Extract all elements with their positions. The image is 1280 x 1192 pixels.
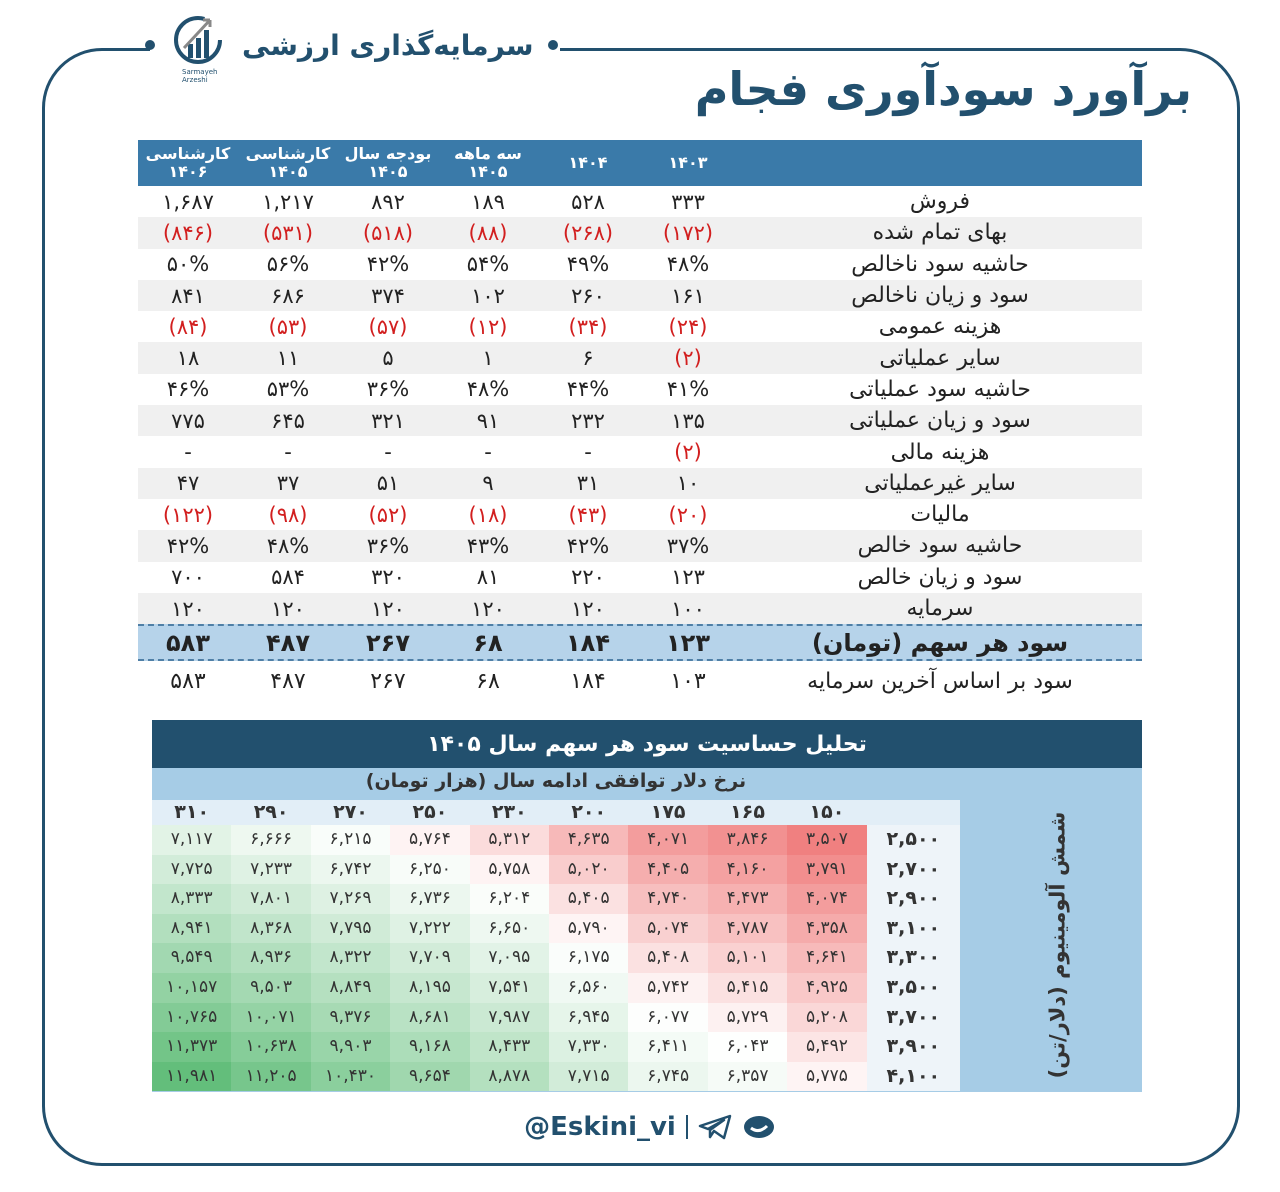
income-cell: (۸۴۶): [162, 220, 214, 245]
income-cell: ۱۸۴: [570, 668, 606, 694]
income-cell: (۱۷۲): [662, 220, 714, 245]
sensitivity-cell: ۸,۶۸۱: [390, 1003, 469, 1033]
income-row: [138, 186, 1142, 217]
sensitivity-cell: ۷,۳۳۰: [549, 1032, 628, 1062]
income-cell: ۱۲۳: [671, 565, 705, 590]
divider: [686, 1115, 688, 1139]
aluminium-price-header: ۲,۹۰۰: [867, 884, 960, 914]
sensitivity-cell: ۱۰,۷۶۵: [152, 1003, 231, 1033]
income-row: [138, 249, 1142, 280]
income-row-label: سود و زیان عملیاتی: [849, 408, 1031, 434]
income-cell: (۹۸): [268, 502, 308, 527]
dollar-rate-header: ۲۳۰: [491, 801, 527, 823]
sensitivity-cell: ۵,۰۲۰: [549, 855, 628, 885]
col-header-1405-3month: سه ماهه ۱۴۰۵: [454, 144, 522, 181]
sensitivity-cell: ۶,۴۱۱: [628, 1032, 707, 1062]
sensitivity-cell: ۶,۱۷۵: [549, 943, 628, 973]
income-table-header: [138, 140, 1142, 186]
sensitivity-cell: ۵,۱۰۱: [708, 943, 787, 973]
sensitivity-cell: ۷,۷۱۵: [549, 1062, 628, 1092]
income-row: [138, 280, 1142, 311]
income-row: [138, 311, 1142, 342]
income-cell: ۴۸۷: [270, 668, 306, 694]
dollar-rate-header: ۳۱۰: [174, 801, 210, 823]
aluminium-price-header: ۳,۵۰۰: [867, 973, 960, 1003]
aluminium-price-header: ۳,۳۰۰: [867, 943, 960, 973]
sensitivity-cell: ۵,۴۱۵: [708, 973, 787, 1003]
sensitivity-cell: ۳,۸۴۶: [708, 825, 787, 855]
income-cell: ۱۸۹: [471, 189, 505, 214]
sensitivity-cell: ۶,۰۴۳: [708, 1032, 787, 1062]
income-cell: ۴۳%: [466, 533, 510, 558]
income-cell: ۲۳۲: [571, 408, 605, 433]
brand-logo: [170, 8, 230, 83]
sensitivity-cell: ۷,۵۴۱: [470, 973, 549, 1003]
sensitivity-cell: ۱۰,۱۵۷: [152, 973, 231, 1003]
col-header-1405-budget: بودجه سال ۱۴۰۵: [344, 144, 432, 181]
aluminium-price-header: ۳,۱۰۰: [867, 914, 960, 944]
income-cell: ۶۸۶: [271, 283, 305, 308]
sensitivity-cell: ۵,۷۶۴: [390, 825, 469, 855]
sensitivity-cell: ۵,۳۱۲: [470, 825, 549, 855]
income-cell: ۱: [482, 346, 494, 371]
income-cell: ۴۸۷: [266, 628, 310, 657]
sensitivity-cell: ۶,۰۷۷: [628, 1003, 707, 1033]
income-row: [138, 217, 1142, 248]
income-cell: ۵۳%: [266, 377, 310, 402]
income-cell: ۵۰%: [166, 252, 210, 277]
dollar-rate-header: ۲۹۰: [253, 801, 289, 823]
income-cell: ۳۶%: [366, 377, 410, 402]
income-cell: (۸۸): [468, 220, 508, 245]
income-cell: ۱۶۱: [671, 283, 705, 308]
income-cell: (۲۰): [668, 502, 708, 527]
income-row: [138, 499, 1142, 530]
sensitivity-cell: ۴,۷۸۷: [708, 914, 787, 944]
income-cell: ۴۹%: [566, 252, 610, 277]
growth-chart-icon: [170, 8, 230, 70]
dollar-rate-header: ۲۵۰: [412, 801, 448, 823]
sensitivity-row: [152, 1032, 960, 1062]
income-cell: (۲): [674, 346, 702, 371]
income-row-label: بهای تمام شده: [872, 220, 1008, 246]
sensitivity-row: [152, 855, 960, 885]
sensitivity-cell: ۶,۲۵۰: [390, 855, 469, 885]
income-row-label: فروش: [909, 189, 971, 215]
income-cell: ۱,۲۱۷: [262, 189, 314, 214]
income-cell: (۲۶۸): [562, 220, 614, 245]
income-cell: ۵۱: [376, 471, 400, 496]
sensitivity-cell: ۱۱,۳۷۳: [152, 1032, 231, 1062]
income-cell: ۶۸: [473, 628, 503, 657]
income-cell: ۴۴%: [566, 377, 610, 402]
sensitivity-cell: ۶,۶۵۰: [470, 914, 549, 944]
sensitivity-row: [152, 884, 960, 914]
income-cell: (۱۸): [468, 502, 508, 527]
income-cell: ۳۱: [576, 471, 600, 496]
income-cell: ۱۰: [676, 471, 700, 496]
income-cell: (۵۳): [268, 314, 308, 339]
sensitivity-grid: [152, 800, 960, 1092]
dollar-rate-header: ۱۵۰: [809, 801, 845, 823]
sensitivity-cell: ۵,۷۷۵: [787, 1062, 866, 1092]
income-cell: ۶۴۵: [271, 408, 305, 433]
income-cell: -: [184, 440, 192, 465]
income-cell: -: [584, 440, 592, 465]
sensitivity-cell: ۶,۷۴۲: [311, 855, 390, 885]
income-cell: ۷۰۰: [171, 565, 205, 590]
income-cell: (۵۱۸): [362, 220, 414, 245]
income-cell: ۲۲۰: [571, 565, 605, 590]
income-cell: ۷۷۵: [171, 408, 205, 433]
income-cell: (۴۳): [568, 502, 608, 527]
sensitivity-cell: ۴,۰۷۴: [787, 884, 866, 914]
income-row-label: سود هر سهم (تومان): [811, 628, 1069, 657]
income-cell: (۲۴): [668, 314, 708, 339]
sensitivity-cell: ۴,۹۲۵: [787, 973, 866, 1003]
eps-row: [138, 624, 1142, 661]
income-cell: ۱۸۴: [566, 628, 610, 657]
income-row-label: هزینه عمومی: [878, 314, 1002, 340]
sensitivity-cell: ۶,۳۵۷: [708, 1062, 787, 1092]
income-cell: ۱۲۰: [571, 596, 605, 621]
sensitivity-cell: ۵,۴۰۵: [549, 884, 628, 914]
sensitivity-cell: ۷,۲۶۹: [311, 884, 390, 914]
income-cell: ۱۲۰: [271, 596, 305, 621]
sensitivity-cell: ۴,۰۷۱: [628, 825, 707, 855]
income-table: [138, 140, 1142, 701]
sensitivity-cell: ۹,۳۷۶: [311, 1003, 390, 1033]
sensitivity-cell: ۵,۲۰۸: [787, 1003, 866, 1033]
sensitivity-cell: ۷,۷۹۵: [311, 914, 390, 944]
sensitivity-row: [152, 943, 960, 973]
sensitivity-cell: ۴,۶۳۵: [549, 825, 628, 855]
income-cell: ۹: [482, 471, 494, 496]
brand-logo-text: Sarmayeh Arzeshi: [182, 68, 218, 84]
sensitivity-cell: ۶,۲۱۵: [311, 825, 390, 855]
income-cell: ۴۸%: [266, 533, 310, 558]
income-cell: (۵۷): [368, 314, 408, 339]
sensitivity-cell: ۴,۷۴۰: [628, 884, 707, 914]
footer: [515, 1105, 785, 1149]
dollar-rate-header: ۲۰۰: [571, 801, 607, 823]
income-cell: ۴۷: [176, 471, 200, 496]
sensitivity-title: تحلیل حساسیت سود هر سهم سال ۱۴۰۵: [152, 720, 1142, 768]
aluminium-price-header: ۲,۵۰۰: [867, 825, 960, 855]
col-header-1404: ۱۴۰۴: [568, 153, 608, 172]
dollar-rate-header: ۲۷۰: [333, 801, 368, 823]
frame-dot-right: [548, 40, 558, 50]
income-cell: ۴۶%: [166, 377, 210, 402]
sensitivity-cell: ۳,۷۹۱: [787, 855, 866, 885]
income-cell: ۴۲%: [166, 533, 210, 558]
income-cell: ۸۴۱: [171, 283, 205, 308]
brand-header: [170, 8, 540, 83]
sensitivity-cell: ۵,۴۹۲: [787, 1032, 866, 1062]
sensitivity-cell: ۸,۳۳۳: [152, 884, 231, 914]
income-cell: ۱۳۵: [671, 408, 705, 433]
sensitivity-cell: ۱۰,۶۳۸: [231, 1032, 310, 1062]
sensitivity-cell: ۵,۷۵۸: [470, 855, 549, 885]
sensitivity-cell: ۸,۱۹۵: [390, 973, 469, 1003]
income-row-label: سایر عملیاتی: [879, 345, 1001, 371]
sensitivity-cell: ۴,۶۴۱: [787, 943, 866, 973]
income-cell: (۵۳۱): [262, 220, 314, 245]
sensitivity-cell: ۵,۰۷۴: [628, 914, 707, 944]
income-cell: -: [484, 440, 492, 465]
sensitivity-cell: ۸,۴۳۳: [470, 1032, 549, 1062]
dollar-rate-header: ۱۶۵: [730, 801, 765, 823]
income-cell: ۱۰۰: [671, 596, 705, 621]
income-row-label: سرمایه: [906, 596, 974, 621]
income-cell: ۵۴%: [466, 252, 510, 277]
income-cell: ۵۸۳: [166, 628, 210, 657]
sensitivity-cell: ۷,۹۸۷: [470, 1003, 549, 1033]
brand-name: سرمایه‌گذاری ارزشی: [242, 29, 534, 62]
income-cell: ۴۱%: [666, 377, 710, 402]
sensitivity-cell: ۱۰,۴۳۰: [311, 1062, 390, 1092]
sensitivity-cell: ۶,۶۶۶: [231, 825, 310, 855]
income-cell: ۱۲۳: [666, 628, 710, 657]
income-cell: (۸۴): [168, 314, 208, 339]
sensitivity-cell: ۸,۸۷۸: [470, 1062, 549, 1092]
income-cell: (۳۴): [568, 314, 608, 339]
income-cell: ۵۶%: [266, 252, 310, 277]
sensitivity-cell: ۵,۷۹۰: [549, 914, 628, 944]
sensitivity-row: [152, 1062, 960, 1092]
sensitivity-row: [152, 825, 960, 855]
income-cell: ۴۸%: [666, 252, 710, 277]
sensitivity-cell: ۶,۹۴۵: [549, 1003, 628, 1033]
income-cell: ۱,۶۸۷: [162, 189, 214, 214]
sensitivity-cell: ۷,۷۰۹: [390, 943, 469, 973]
income-row-label: مالیات: [910, 502, 970, 528]
income-cell: ۱۱: [276, 346, 300, 371]
income-cell: (۱۲): [468, 314, 508, 339]
income-row: [138, 436, 1142, 467]
income-row: [138, 468, 1142, 499]
sensitivity-cell: ۹,۵۴۹: [152, 943, 231, 973]
income-cell: ۹۱: [476, 408, 500, 433]
income-cell: ۳۷%: [666, 533, 710, 558]
income-row: [138, 593, 1142, 624]
aluminium-axis-label: شمش آلومینیوم (دلار/تن): [1045, 811, 1069, 1079]
income-cell: ۵۲۸: [571, 189, 605, 214]
income-cell: ۳۲۰: [371, 565, 405, 590]
sensitivity-table: [152, 720, 1142, 1092]
sensitivity-cell: ۶,۷۴۵: [628, 1062, 707, 1092]
income-cell: ۲۶۰: [571, 283, 605, 308]
sensitivity-cell: ۷,۸۰۱: [231, 884, 310, 914]
sensitivity-cell: ۶,۷۳۶: [390, 884, 469, 914]
last-capital-row: [138, 661, 1142, 701]
income-cell: ۲۶۷: [370, 668, 406, 694]
sensitivity-cell: ۷,۱۱۷: [152, 825, 231, 855]
income-cell: ۶۸: [476, 668, 500, 694]
income-cell: ۳۶%: [366, 533, 410, 558]
sensitivity-cell: ۷,۲۳۳: [231, 855, 310, 885]
income-cell: ۱۸: [176, 346, 200, 371]
income-cell: -: [384, 440, 392, 465]
sensitivity-cell: ۳,۵۰۷: [787, 825, 866, 855]
income-row: [138, 405, 1142, 436]
income-cell: -: [284, 440, 292, 465]
sensitivity-cell: ۷,۷۲۵: [152, 855, 231, 885]
income-row-label: حاشیه سود عملیاتی: [849, 376, 1031, 402]
eitaa-icon[interactable]: [742, 1114, 776, 1140]
aluminium-price-header: ۴,۱۰۰: [867, 1062, 960, 1092]
sensitivity-cell: ۹,۱۶۸: [390, 1032, 469, 1062]
income-cell: ۶: [582, 346, 594, 371]
sensitivity-cell: ۷,۲۲۲: [390, 914, 469, 944]
sensitivity-cell: ۶,۵۶۰: [549, 973, 628, 1003]
sensitivity-cell: ۸,۹۴۱: [152, 914, 231, 944]
income-row: [138, 342, 1142, 373]
sensitivity-cell: ۹,۵۰۳: [231, 973, 310, 1003]
income-cell: ۴۲%: [566, 533, 610, 558]
sensitivity-row: [152, 1003, 960, 1033]
sensitivity-cell: ۵,۴۰۸: [628, 943, 707, 973]
page-title: برآورد سودآوری فجام: [694, 62, 1192, 116]
income-cell: ۱۰۳: [670, 668, 706, 694]
income-cell: ۳۷: [276, 471, 300, 496]
sensitivity-cell: ۴,۳۵۸: [787, 914, 866, 944]
sensitivity-cell: ۷,۰۹۵: [470, 943, 549, 973]
income-cell: ۴۸%: [466, 377, 510, 402]
income-cell: ۵۸۴: [271, 565, 305, 590]
income-cell: ۸۱: [476, 565, 500, 590]
sensitivity-cell: ۸,۳۲۲: [311, 943, 390, 973]
income-row-label: هزینه مالی: [890, 439, 990, 465]
income-cell: ۱۲۰: [171, 596, 205, 621]
income-cell: ۱۲۰: [371, 596, 405, 621]
income-cell: ۱۰۲: [471, 283, 505, 308]
income-row-label: حاشیه سود خالص: [857, 533, 1023, 559]
aluminium-price-header: ۳,۷۰۰: [867, 1003, 960, 1033]
sensitivity-cell: ۴,۴۷۳: [708, 884, 787, 914]
sensitivity-cell: ۸,۸۴۹: [311, 973, 390, 1003]
aluminium-price-header: ۳,۹۰۰: [867, 1032, 960, 1062]
telegram-icon[interactable]: [698, 1114, 732, 1140]
income-cell: ۲۶۷: [366, 628, 410, 657]
income-row-label: سود و زیان ناخالص: [851, 283, 1029, 309]
income-row-label: حاشیه سود ناخالص: [851, 251, 1029, 277]
col-header-1403: ۱۴۰۳: [668, 153, 708, 172]
sensitivity-cell: ۱۰,۰۷۱: [231, 1003, 310, 1033]
sensitivity-body: [152, 768, 1142, 1092]
income-row: [138, 374, 1142, 405]
sensitivity-cell: ۱۱,۲۰۵: [231, 1062, 310, 1092]
income-row: [138, 562, 1142, 593]
sensitivity-cell: ۹,۶۵۴: [390, 1062, 469, 1092]
sensitivity-row: [152, 914, 960, 944]
dollar-rate-axis-label: نرخ دلار توافقی ادامه سال (هزار تومان): [365, 770, 747, 792]
sensitivity-cell: ۴,۴۰۵: [628, 855, 707, 885]
income-cell: ۳۲۱: [371, 408, 405, 433]
aluminium-price-header: ۲,۷۰۰: [867, 855, 960, 885]
income-cell: ۳۷۴: [371, 283, 405, 308]
sensitivity-cell: ۹,۹۰۳: [311, 1032, 390, 1062]
sensitivity-cell: ۱۱,۹۸۱: [152, 1062, 231, 1092]
sensitivity-cell: ۴,۱۶۰: [708, 855, 787, 885]
income-cell: (۲): [674, 440, 702, 465]
income-cell: ۵: [382, 346, 394, 371]
income-row: [138, 530, 1142, 561]
income-row-label: سود بر اساس آخرین سرمایه: [807, 668, 1073, 694]
income-cell: ۸۹۲: [371, 189, 405, 214]
sensitivity-cell: ۸,۳۶۸: [231, 914, 310, 944]
dollar-rate-header: ۱۷۵: [650, 801, 686, 823]
income-cell: ۱۲۰: [471, 596, 505, 621]
income-cell: ۵۸۳: [170, 668, 206, 694]
col-header-1406-expert: کارشناسی ۱۴۰۶: [145, 144, 231, 181]
income-cell: ۳۳۳: [671, 189, 705, 214]
sensitivity-cell: ۵,۷۴۲: [628, 973, 707, 1003]
social-handle[interactable]: @Eskini_vi: [524, 1112, 676, 1142]
income-cell: (۵۲): [368, 502, 408, 527]
sensitivity-cell: ۸,۹۳۶: [231, 943, 310, 973]
grid-corner: [867, 800, 960, 825]
income-row-label: سود و زیان خالص: [857, 564, 1023, 590]
sensitivity-cell: ۶,۲۰۴: [470, 884, 549, 914]
frame-dot-left: [145, 40, 155, 50]
income-cell: ۴۲%: [366, 252, 410, 277]
col-header-1405-expert: کارشناسی ۱۴۰۵: [245, 144, 331, 181]
sensitivity-cell: ۵,۷۲۹: [708, 1003, 787, 1033]
income-cell: (۱۲۲): [162, 502, 214, 527]
sensitivity-row: [152, 973, 960, 1003]
income-row-label: سایر غیرعملیاتی: [864, 470, 1016, 496]
sensitivity-col-headers: [152, 800, 960, 825]
